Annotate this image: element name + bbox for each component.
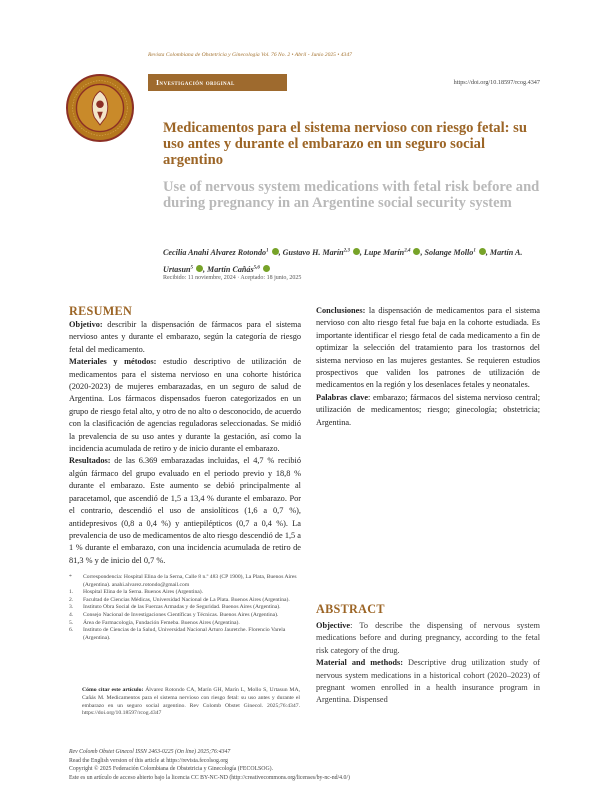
author: Gustavo H. Marín$^{2,3}$ ,	[282, 247, 364, 257]
received-accepted-dates: Recibido: 11 noviembre, 2024 · Aceptado: 18 junio, 2025	[163, 275, 302, 281]
footnote-text: Instituto de Ciencias de la Salud, Universidad Nacional Arturo Jauretche. Florencio Varela (Argentina).	[83, 627, 286, 641]
cite-text: Álvarez Rotondo CA, Marín GH, Marín L, Mollo S, Urtasun MA, Cañás M. Medicamentos para el sistema nervioso con riesgo fetal: su uso antes y durante el embarazo en un seguro social argentino. Rev Colomb Obstet Ginecol. 2025;76:4347. https://doi.org/10.18597/rcog.4347	[82, 687, 301, 717]
section-tag: Investigación original	[148, 74, 287, 91]
palabras-clave-text: : embarazo; fármacos del sistema nervioso central; utilización de medicamentos; riesgo; ginecología; obstetricia; Argentina.	[316, 392, 540, 427]
footnote-text: Instituto Obra Social de las Fuerzas Armadas y de Seguridad. Buenos Aires (Argentina).	[83, 604, 281, 611]
title-english: Use of nervous system medications with fetal risk before and during pregnancy in an Argentine social security system	[163, 179, 540, 211]
page-footer	[69, 748, 539, 782]
footnote-mark: 1.	[69, 589, 74, 596]
resumen-resultados	[69, 455, 301, 567]
orcid-icon[interactable]	[272, 248, 279, 255]
author: Lupe Marín$^{2,4}$ ,	[363, 247, 425, 257]
footnote-mark: 4.	[69, 611, 74, 618]
footnote-mark: 3.	[69, 604, 74, 611]
resultados-text: de las 6.369 embarazadas incluidas, el 4,7 % recibió algún fármaco del grupo evaluado en el periodo previo y 18,8 % durante el embarazo. Este aumento se debió principalmente al paracetamol, que ascendió de 1,5 a 13,4 % durante el embarazo. Por el contrario, descendió el uso de ansiolíticos (1,6 a 0,7 %), antidepresivos (0,8 a 0,4 %) y antiepilépticos (0,7 a 0,4 %). La prevalencia de uso de medicamentos de alto riesgo descendió de 1,5 a 1 % durante el embarazo, con una incidencia acumulada de retiro de 81,3 % y de inicio del 0,7 %.	[69, 456, 301, 565]
resumen-materiales	[69, 356, 301, 455]
abstract-body	[316, 620, 540, 707]
footer-license[interactable]: Este es un artículo de acceso abierto bajo la licencia CC BY-NC-ND (http://creativecommons.org/licenses/by-nc-nd/4.0/)	[69, 774, 350, 781]
author-list	[163, 243, 548, 277]
abstract-heading: ABSTRACT	[316, 602, 385, 616]
author-name: Gustavo H. Marín	[282, 247, 344, 257]
doi-link[interactable]: https://doi.org/10.18597/rcog.4347	[453, 79, 540, 86]
footnote-mark: 5.	[69, 619, 74, 626]
how-to-cite	[82, 687, 300, 718]
resumen-heading: RESUMEN	[69, 304, 133, 318]
footnote-item	[69, 627, 301, 642]
author: Solange Mollo$^1$ ,	[424, 247, 490, 257]
orcid-icon[interactable]	[479, 248, 486, 255]
conclusiones-label: Conclusiones:	[316, 306, 366, 315]
footnote-item	[69, 589, 301, 597]
orcid-icon[interactable]	[263, 265, 270, 272]
footnote-item	[69, 612, 301, 620]
footnote-item	[69, 604, 301, 612]
methods-label: Material and methods:	[316, 658, 403, 668]
journal-logo	[66, 74, 134, 142]
journal-seal-icon	[68, 76, 132, 140]
orcid-icon[interactable]	[196, 265, 203, 272]
materiales-text: estudio descriptivo de utilización de medicamentos para el sistema nervioso en una cohorte histórica (2020-2023) de mujeres embarazadas, en un seguro de salud de Argentina. Los fármacos dispensados fueron categorizados en un grupo de riesgo fetal alto, y otro de no alto o desconocido, de acuerdo con la clasificación de agencias reguladoras seleccionadas. Se midió la prevalencia de su uso antes y durante la gestación, así como la incidencia acumulada de retiro y de inicio durante el embarazo.	[69, 357, 302, 454]
author	[207, 265, 270, 274]
footnote-mark: 6.	[69, 627, 74, 634]
author-name: Martín Cañás	[207, 264, 254, 274]
title-spanish: Medicamentos para el sistema nervioso con riesgo fetal: su uso antes y durante el embarazo en un seguro social argentino	[163, 120, 527, 168]
author-name: Martín A. Urtasun	[163, 247, 523, 274]
author-affiliation: 5	[190, 265, 193, 271]
resumen-body-left	[69, 319, 301, 567]
footnote-text: Hospital Elina de la Serna. Buenos Aires (Argentina).	[83, 589, 203, 596]
objetivo-text: describir la dispensación de fármacos para el sistema nervioso antes y durante el embarazo, según la categoría de riesgo fetal del medicamento.	[69, 320, 301, 354]
resultados-label: Resultados:	[69, 456, 111, 466]
footnote-mark: 2.	[69, 596, 74, 603]
resumen-body-right	[316, 305, 540, 429]
footnote-text: Correspondencia: Hospital Elina de la Serna, Calle 8 n.º 483 (CP 1900), La Plata, Buenos Aires (Argentina). anahi.alvarez.rotondo@gmail.com	[83, 574, 297, 588]
footnote-text: Consejo Nacional de Investigaciones Científicas y Técnicas. Buenos Aires (Argentina).	[83, 611, 279, 618]
footnote-item	[69, 620, 301, 628]
cite-label: Cómo citar este artículo:	[82, 687, 144, 693]
footnote-mark: *	[69, 574, 72, 580]
author: Cecilia Anahi Alvarez Rotondo$^1$ ,	[163, 247, 283, 257]
footer-english-version[interactable]: Read the English version of this article at https://revista.fecolsog.org	[69, 757, 228, 764]
methods-text: Descriptive drug utilization study of nervous system medications in a historical cohort (2020–2023) of pregnant women enrolled in a health insurance program in Argentina. Dispensed	[316, 658, 541, 705]
author-affiliation: 5,6	[253, 265, 260, 271]
author-affiliation: 2,3	[343, 248, 350, 253]
footnote-text: Área de Farmacología, Fundación Femeba. Buenos Aires (Argentina).	[83, 619, 240, 626]
journal-header-line: Revista Colombiana de Obstetricia y Ginecología Vol. 76 No. 2 • Abril - Junio 2025 • 4347	[148, 52, 352, 58]
palabras-clave-label: Palabras clave	[316, 392, 369, 402]
author-affiliation: 1	[266, 248, 269, 253]
author-name: Cecilia Anahi Alvarez Rotondo	[163, 247, 267, 257]
footer-issn: Rev Colomb Obstet Ginecol ISSN 2463-0225 (On line) 2025;76:4347	[69, 749, 231, 755]
resumen-conclusiones	[316, 305, 540, 392]
author: Martín A. Urtasun$^5$ ,	[163, 247, 523, 274]
objective-text: : To describe the dispensing of nervous system medications before and during pregnancy, according to the fetal risk category of the drug.	[316, 621, 540, 655]
conclusiones-text: la dispensación de medicamentos para el sistema nervioso con alto riesgo fetal fue baja en la cohorte estudiada. Es importante identificar el riesgo fetal de cada medicamento a fin de optimizar la selección del tratamiento para los trastornos del sistema nervioso en las mujeres gestantes. Se requieren estudios prospectivos que validen los patrones de utilización de medicamentos en la región y los desenlaces fetales y neonatales.	[316, 306, 540, 390]
objective-label: Objective	[316, 621, 351, 630]
footer-copyright: Copyright © 2025 Federación Colombiana de Obstetricia y Ginecología (FECOLSOG).	[69, 766, 274, 773]
author-name: Solange Mollo	[424, 247, 474, 257]
footnote-text: Facultad de Ciencias Médicas, Universidad Nacional de La Plata. Buenos Aires (Argentina).	[83, 596, 290, 603]
abstract-methods	[316, 657, 540, 707]
resumen-palabras-clave	[316, 392, 540, 429]
author-name: Lupe Marín	[363, 247, 405, 257]
resumen-objetivo	[69, 319, 301, 356]
footnote-item	[69, 574, 301, 589]
orcid-icon[interactable]	[353, 248, 360, 255]
objetivo-label: Objetivo:	[69, 320, 103, 329]
materiales-label: Materiales y métodos:	[69, 357, 157, 367]
author-affiliation: 2,4	[404, 248, 411, 253]
abstract-objective	[316, 620, 540, 657]
author-affiliation: 1	[473, 248, 476, 253]
affiliation-footnotes	[69, 574, 301, 642]
